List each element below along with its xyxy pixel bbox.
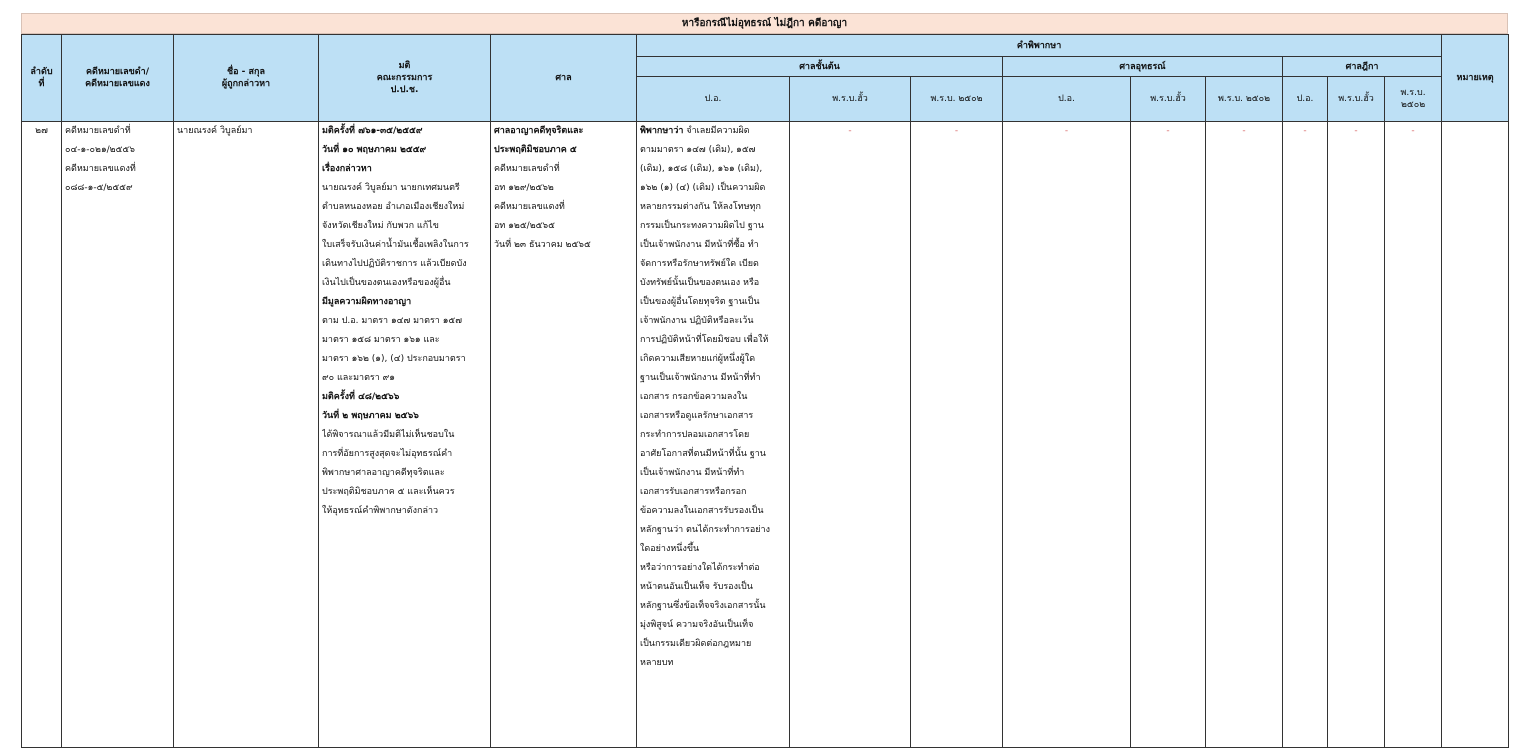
cell-first-criminal-code (637, 122, 790, 748)
header-first-criminal-code: ป.อ. (637, 77, 790, 122)
header-case-no-line2: คดีหมายเลขแดง (85, 79, 150, 89)
header-order-line2: ที่ (38, 79, 45, 89)
resolution-line: ตำบลหนองหอย อำเภอเมืองเชียงใหม่ (322, 202, 465, 212)
header-appeal-criminal-code: ป.อ. (1003, 77, 1131, 122)
court-line: ศาลอาญาคดีทุจริตและ (494, 126, 584, 136)
header-name-line2: ผู้ถูกกล่าวหา (221, 79, 271, 89)
court-line: ประพฤติมิชอบภาค ๕ (494, 145, 577, 155)
resolution-line: พิพากษาศาลอาญาคดีทุจริตและ (322, 468, 445, 478)
judgment-line: กรรมเป็นกระทงความผิดไป ฐาน (640, 221, 764, 231)
header-name-line1: ชื่อ - สกุล (227, 67, 265, 77)
judgment-line: (เดิม), ๑๕๘ (เดิม), ๑๖๑ (เดิม), (640, 164, 763, 174)
court-line: อท ๑๒๕/๒๕๖๕ (494, 221, 555, 231)
header-first-bid-act: พ.ร.บ.ฮั้ว (790, 77, 911, 122)
header-order (22, 35, 62, 122)
judgment-line: เอกสารรับเอกสารหรือกรอก (640, 487, 747, 497)
judgment-line: การปฏิบัติหน้าที่โดยมิชอบ เพื่อให้ (640, 335, 769, 345)
header-appeal-bid-act: พ.ร.บ.ฮั้ว (1131, 77, 1206, 122)
resolution-line: ตาม ป.อ. มาตรา ๑๔๗ มาตรา ๑๕๗ (322, 316, 462, 326)
judgment-line: เป็นเจ้าพนักงาน มีหน้าที่ทำ (640, 468, 745, 478)
header-court-appeal: ศาลอุทธรณ์ (1003, 57, 1283, 77)
cell-first-bid-act: - (790, 122, 911, 748)
cell-resolution (319, 122, 491, 748)
cell-appeal-act-2502: - (1206, 122, 1283, 748)
judgment-line: ตามมาตรา ๑๔๗ (เดิม), ๑๕๗ (640, 145, 756, 155)
cell-supreme-criminal-code: - (1283, 122, 1328, 748)
resolution-line: จังหวัดเชียงใหม่ กับพวก แก้ไข (322, 221, 439, 231)
resolution-line: มติครั้งที่ ๔๘/๒๕๖๖ (322, 392, 400, 402)
judgment-line: เอกสาร กรอกข้อความลงใน (640, 392, 748, 402)
case-no-line: คดีหมายเลขแดงที่ (65, 164, 136, 174)
judgment-line: หลักฐานว่า ตนได้กระทำการอย่าง (640, 525, 770, 535)
judgment-line: ข้อความลงในเอกสารรับรองเป็น (640, 506, 764, 516)
header-resolution-line3: ป.ป.ช. (390, 85, 419, 95)
judgment-line: เอกสารหรือดูแลรักษาเอกสาร (640, 411, 754, 421)
header-resolution-line1: มติ (398, 61, 411, 71)
resolution-line: มีมูลความผิดทางอาญา (322, 297, 412, 307)
court-line: คดีหมายเลขดำที่ (494, 164, 560, 174)
cell-supreme-act-2502: - (1385, 122, 1442, 748)
header-order-line1: ลำดับ (30, 67, 53, 77)
judgment-line: กระทำการปลอมเอกสารโดย (640, 430, 750, 440)
resolution-line: มติครั้งที่ ๗๖๑-๓๕/๒๕๕๙ (322, 126, 423, 136)
cell-appeal-criminal-code: - (1003, 122, 1131, 748)
table-row (22, 122, 1509, 748)
judgment-verdict-label: พิพากษาว่า (640, 126, 684, 136)
judgment-line: เกิดความเสียหายแก่ผู้หนึ่งผู้ใด (640, 354, 756, 364)
cell-remarks (1442, 122, 1509, 748)
resolution-line: วันที่ ๑๐ พฤษภาคม ๒๕๕๙ (322, 145, 427, 155)
cell-supreme-bid-act: - (1328, 122, 1385, 748)
case-no-line: คดีหมายเลขดำที่ (65, 126, 131, 136)
judgment-line: จัดการหรือรักษาทรัพย์ใด เบียด (640, 259, 759, 269)
judgment-line: เป็นของผู้อื่นโดยทุจริต ฐานเป็น (640, 297, 760, 307)
resolution-line: ได้พิจารณาแล้วมีมติไม่เห็นชอบใน (322, 430, 455, 440)
resolution-line: เรื่องกล่าวหา (322, 164, 372, 174)
header-judgment: คำพิพากษา (637, 35, 1442, 57)
cell-appeal-bid-act: - (1131, 122, 1206, 748)
table-title-banner: หารือกรณีไม่อุทธรณ์ ไม่ฎีกา คดีอาญา (21, 13, 1508, 34)
judgment-line: หลักฐานซึ่งข้อเท็จจริงเอกสารนั้น (640, 601, 766, 611)
resolution-line: นายณรงค์ วิบูลย์มา นายกเทศมนตรี (322, 183, 460, 193)
judgment-line: หรือว่าการอย่างใดได้กระทำต่อ (640, 563, 760, 573)
header-remarks: หมายเหตุ (1442, 35, 1509, 122)
header-supreme-bid-act: พ.ร.บ.ฮั้ว (1328, 77, 1385, 122)
cell-case-no (62, 122, 174, 748)
court-line: อท ๑๒๙/๒๕๖๒ (494, 183, 554, 193)
resolution-line: ใบเสร็จรับเงินค่าน้ำมันเชื้อเพลิงในการ (322, 240, 469, 250)
header-appeal-act-2502: พ.ร.บ. ๒๕๐๒ (1206, 77, 1283, 122)
cell-order: ๒๗ (22, 122, 62, 748)
header-supreme-act-2502-line1: พ.ร.บ. (1400, 88, 1426, 98)
header-resolution (319, 35, 491, 122)
judgment-line: หลายบท (640, 658, 674, 668)
resolution-line: เงินไปเป็นของตนเองหรือของผู้อื่น (322, 278, 451, 288)
resolution-line: มาตรา ๑๖๒ (๑), (๔) ประกอบมาตรา (322, 354, 466, 364)
header-court-first: ศาลชั้นต้น (637, 57, 1003, 77)
header-case-no (62, 35, 174, 122)
cell-court (491, 122, 637, 748)
cell-accused-name: นายณรงค์ วิบูลย์มา (174, 122, 319, 748)
judgment-line: ๑๖๒ (๑) (๔) (เดิม) เป็นความผิด (640, 183, 766, 193)
header-supreme-act-2502 (1385, 77, 1442, 122)
judgment-line: พิพากษาว่า จำเลยมีความผิด (640, 126, 750, 136)
header-supreme-criminal-code: ป.อ. (1283, 77, 1328, 122)
judgment-line: เป็นกรรมเดียวผิดต่อกฎหมาย (640, 639, 752, 649)
resolution-line: ๙๐ และมาตรา ๙๑ (322, 373, 395, 383)
header-resolution-line2: คณะกรรมการ (376, 73, 433, 83)
header-supreme-act-2502-line2: ๒๕๐๒ (1400, 100, 1426, 110)
header-first-act-2502: พ.ร.บ. ๒๕๐๒ (911, 77, 1003, 122)
judgment-line: ฐานเป็นเจ้าพนักงาน มีหน้าที่ทำ (640, 373, 761, 383)
header-name (174, 35, 319, 122)
resolution-line: ให้อุทธรณ์คำพิพากษาดังกล่าว (322, 506, 439, 516)
cell-first-act-2502: - (911, 122, 1003, 748)
header-court: ศาล (491, 35, 637, 122)
judgment-line: บังทรัพย์นั้นเป็นของตนเอง หรือ (640, 278, 760, 288)
case-no-line: ๐๘๘-๑-๕/๒๕๕๙ (65, 183, 133, 193)
judgment-line: เป็นเจ้าพนักงาน มีหน้าที่ซื้อ ทำ (640, 240, 759, 250)
case-table (21, 34, 1509, 748)
judgment-line: อาศัยโอกาสที่ตนมีหน้าที่นั้น ฐาน (640, 449, 766, 459)
resolution-line: เดินทางไปปฏิบัติราชการ แล้วเบียดบัง (322, 259, 467, 269)
judgment-line: เจ้าพนักงาน ปฏิบัติหรือละเว้น (640, 316, 754, 326)
case-no-line: ๐๔-๑-๐๒๑/๒๕๕๖ (65, 145, 135, 155)
court-line: วันที่ ๒๓ ธันวาคม ๒๕๖๕ (494, 240, 591, 250)
judgment-line: หลายกรรมต่างกัน ให้ลงโทษทุก (640, 202, 761, 212)
header-case-no-line1: คดีหมายเลขดำ/ (86, 67, 149, 77)
judgment-line: ใดอย่างหนึ่งขึ้น (640, 544, 700, 554)
resolution-line: การที่อัยการสูงสุดจะไม่อุทธรณ์คำ (322, 449, 453, 459)
resolution-line: ประพฤติมิชอบภาค ๕ และเห็นควร (322, 487, 455, 497)
header-court-supreme: ศาลฎีกา (1283, 57, 1442, 77)
judgment-line: มุ่งพิสูจน์ ความจริงอันเป็นเท็จ (640, 620, 754, 630)
resolution-line: วันที่ ๒ พฤษภาคม ๒๕๖๖ (322, 411, 419, 421)
resolution-line: มาตรา ๑๕๘ มาตรา ๑๖๑ และ (322, 335, 440, 345)
court-line: คดีหมายเลขแดงที่ (494, 202, 565, 212)
judgment-line: หน้าตนอันเป็นเท็จ รับรองเป็น (640, 582, 753, 592)
